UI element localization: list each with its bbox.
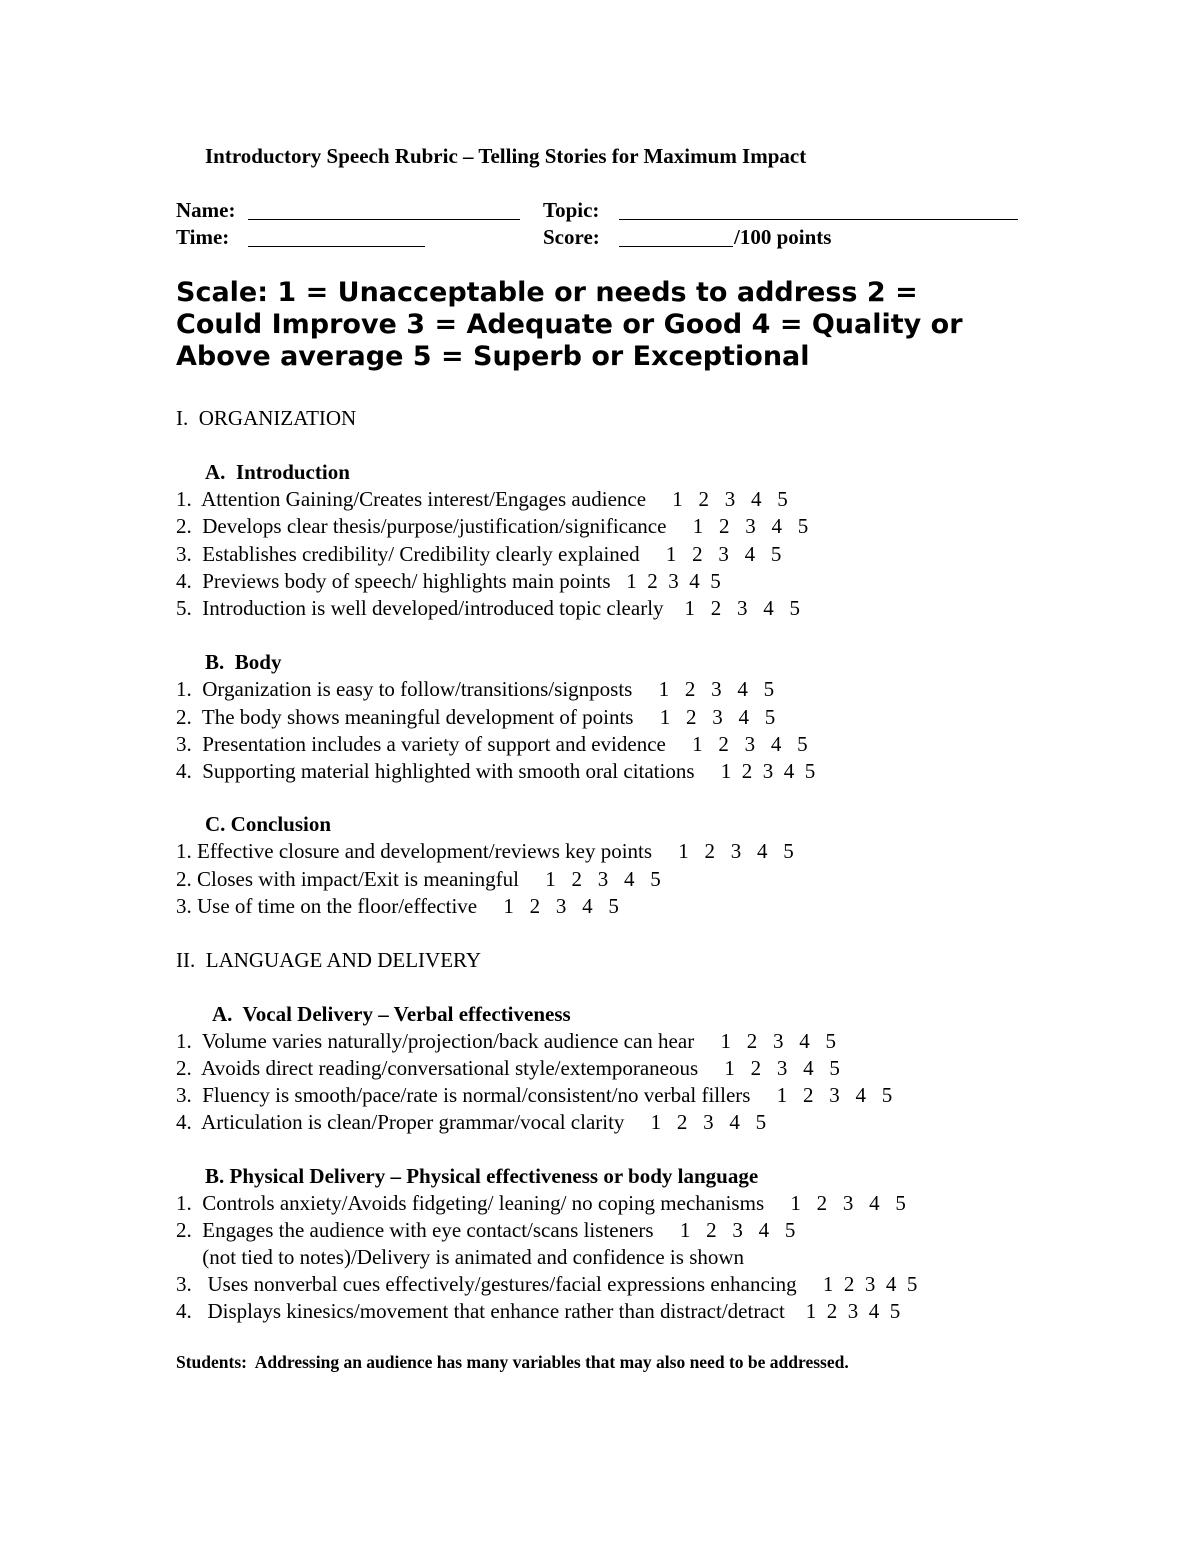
rubric-item: 3. Establishes credibility/ Credibility clearly explained 1 2 3 4 5 [176,542,782,566]
scale-legend: Scale: 1 = Unacceptable or needs to address 2 = Could Improve 3 = Adequate or Good 4 = Quality or Above average 5 = Superb or Exceptional [176,277,963,372]
rubric-item: 1. Effective closure and development/reviews key points 1 2 3 4 5 [176,839,794,863]
rubric-item-continuation: (not tied to notes)/Delivery is animated and confidence is shown [176,1245,745,1269]
rubric-item: 3. Presentation includes a variety of support and evidence 1 2 3 4 5 [176,732,808,756]
section-heading-organization: I. ORGANIZATION [176,406,357,430]
section-heading-language-delivery: II. LANGUAGE AND DELIVERY [176,948,482,972]
rubric-item: 1. Volume varies naturally/projection/back audience can hear 1 2 3 4 5 [176,1029,836,1053]
topic-blank[interactable] [619,219,1018,220]
rubric-item: 4. Articulation is clean/Proper grammar/vocal clarity 1 2 3 4 5 [176,1110,767,1134]
subsection-heading-introduction: A. Introduction [205,460,350,484]
rubric-item: 2. Closes with impact/Exit is meaningful 1 2 3 4 5 [176,867,661,891]
name-label: Name: [176,198,236,222]
rubric-item: 2. The body shows meaningful development of points 1 2 3 4 5 [176,705,776,729]
rubric-item: 4. Supporting material highlighted with smooth oral citations 1 2 3 4 5 [176,759,816,783]
topic-label: Topic: [543,198,600,222]
subsection-heading-vocal-delivery: A. Vocal Delivery – Verbal effectiveness [212,1002,571,1026]
students-note: Students: Addressing an audience has many variables that may also need to be addressed. [176,1352,849,1372]
rubric-item: 1. Controls anxiety/Avoids fidgeting/ leaning/ no coping mechanisms 1 2 3 4 5 [176,1191,906,1215]
rubric-item: 3. Use of time on the floor/effective 1 2 3 4 5 [176,894,619,918]
subsection-heading-conclusion: C. Conclusion [205,812,332,836]
rubric-item: 2. Avoids direct reading/conversational style/extemporaneous 1 2 3 4 5 [176,1056,840,1080]
rubric-item: 5. Introduction is well developed/introduced topic clearly 1 2 3 4 5 [176,596,801,620]
rubric-item: 3. Fluency is smooth/pace/rate is normal/consistent/no verbal fillers 1 2 3 4 5 [176,1083,893,1107]
rubric-item: 1. Organization is easy to follow/transitions/signposts 1 2 3 4 5 [176,677,775,701]
rubric-item: 3. Uses nonverbal cues effectively/gestures/facial expressions enhancing 1 2 3 4 5 [176,1272,918,1296]
page-title: Introductory Speech Rubric – Telling Stories for Maximum Impact [205,144,807,168]
time-blank[interactable] [248,246,425,247]
score-label: Score: [543,225,600,249]
rubric-item: 2. Develops clear thesis/purpose/justification/significance 1 2 3 4 5 [176,514,809,538]
score-blank[interactable] [619,246,733,247]
score-suffix: /100 points [734,225,832,249]
time-label: Time: [176,225,230,249]
rubric-item: 4. Displays kinesics/movement that enhance rather than distract/detract 1 2 3 4 5 [176,1299,901,1323]
subsection-heading-body: B. Body [205,650,282,674]
rubric-item: 2. Engages the audience with eye contact/scans listeners 1 2 3 4 5 [176,1218,796,1242]
subsection-heading-physical-delivery: B. Physical Delivery – Physical effectiveness or body language [205,1164,759,1188]
rubric-item: 4. Previews body of speech/ highlights main points 1 2 3 4 5 [176,569,721,593]
name-blank[interactable] [248,219,520,220]
rubric-item: 1. Attention Gaining/Creates interest/Engages audience 1 2 3 4 5 [176,487,788,511]
